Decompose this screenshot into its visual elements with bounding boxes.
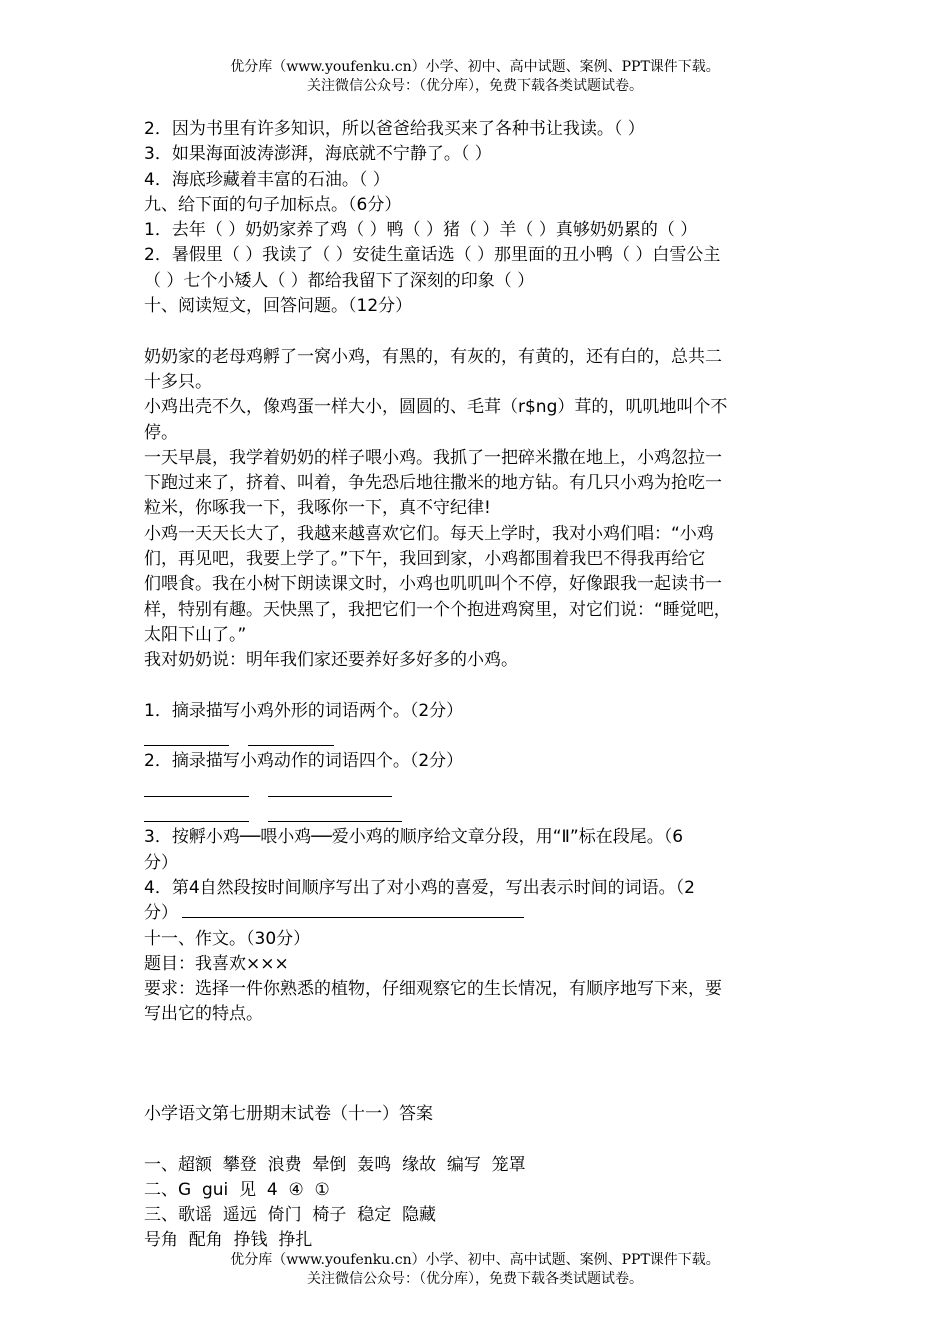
answers-title: 小学语文第七册期末试卷（十一）答案 xyxy=(144,1103,433,1124)
s10-question-4-line-2 xyxy=(144,901,806,926)
answer-line-3: 三、歌谣 遥远 倚门 椅子 稳定 隐藏 xyxy=(144,1205,437,1226)
spacer xyxy=(144,319,806,344)
answer-blank-row xyxy=(144,724,806,749)
s9-question-1: 1．去年（ ）奶奶家养了鸡（ ）鸭（ ）猪（ ）羊（ ）真够奶奶累的（ ） xyxy=(144,220,698,241)
s10-title: 十、阅读短文，回答问题。（12分） xyxy=(144,296,413,317)
header-line-1: 优分库（www.youfenku.cn）小学、初中、高中试题、案例、PPT课件下载。 xyxy=(230,59,720,75)
s9-question-2-line-2: （ ）七个小矮人（ ）都给我留下了深刻的印象（ ） xyxy=(144,270,535,291)
answer-blank[interactable] xyxy=(268,821,402,822)
passage-line: 停。 xyxy=(144,422,178,443)
answer-blank[interactable] xyxy=(248,745,334,746)
answer-blank[interactable] xyxy=(182,903,524,918)
answer-line-1: 一、超额 攀登 浪费 晕倒 轰鸣 缘故 编写 笼罩 xyxy=(144,1154,526,1175)
s10-question-2: 2．摘录描写小鸡动作的词语四个。（2分） xyxy=(144,751,464,772)
s9-question-2-line-1: 2．暑假里（ ）我读了（ ）安徒生童话选（ ）那里面的丑小鸭（ ）白雪公主 xyxy=(144,245,721,266)
passage-line: 粒米，你啄我一下，我啄你一下，真不守纪律! xyxy=(144,498,491,519)
passage-line: 小鸡一天天长大了，我越来越喜欢它们。每天上学时，我对小鸡们唱：“小鸡 xyxy=(144,523,714,544)
answer-blank[interactable] xyxy=(268,796,392,797)
passage-line: 下跑过来了，挤着、叫着，争先恐后地往撒米的地方钻。有几只小鸡为抢吃一 xyxy=(144,473,722,494)
s10-question-4-line-1: 4．第4自然段按时间顺序写出了对小鸡的喜爱，写出表示时间的词语。（2 xyxy=(144,877,695,898)
s11-title: 十一、作文。（30分） xyxy=(144,928,311,949)
passage-line: 样，特别有趣。天快黑了，我把它们一个个抱进鸡窝里，对它们说：“睡觉吧， xyxy=(144,599,731,620)
passage-line: 们，再见吧，我要上学了。”下午，我回到家，小鸡都围着我巴不得我再给它 xyxy=(144,549,706,570)
s10-question-3-line-1: 3．按孵小鸡──喂小鸡──爱小鸡的顺序给文章分段，用“Ⅱ”标在段尾。（6 xyxy=(144,827,684,848)
s10-question-3-line-2: 分） xyxy=(144,852,178,873)
passage-line: 一天早晨，我学着奶奶的样子喂小鸡。我抓了一把碎米撒在地上，小鸡忽拉一 xyxy=(144,447,722,468)
spacer xyxy=(144,1127,806,1152)
footer-line-2: 关注微信公众号：（优分库），免费下载各类试题试卷。 xyxy=(307,1271,643,1287)
spacer xyxy=(144,1053,806,1065)
header-line-2: 关注微信公众号：（优分库），免费下载各类试题试卷。 xyxy=(307,78,643,94)
spacer xyxy=(144,1028,806,1053)
essay-topic: 题目：我喜欢××× xyxy=(144,953,289,974)
passage-line: 小鸡出壳不久，像鸡蛋一样大小，圆圆的、毛茸（r$ng）茸的，叽叽地叫个不 xyxy=(144,397,728,418)
answer-blank[interactable] xyxy=(144,821,249,822)
answer-blank[interactable] xyxy=(144,745,229,746)
answer-line-2: 二、G gui 见 4 ④ ① xyxy=(144,1179,330,1200)
spacer xyxy=(144,674,806,699)
spacer xyxy=(144,1065,806,1102)
reading-passage xyxy=(144,345,806,674)
page-header xyxy=(0,58,950,96)
answer-line-3b: 号角 配角 挣钱 挣扎 xyxy=(144,1230,313,1251)
s8-question-2: 2．因为书里有许多知识，所以爸爸给我买来了各种书让我读。（ ） xyxy=(144,119,645,139)
document-body xyxy=(144,117,806,1254)
s8-question-3: 3．如果海面波涛澎湃，海底就不宁静了。（ ） xyxy=(144,144,492,165)
passage-line: 十多只。 xyxy=(144,371,212,392)
essay-requirement-line-2: 写出它的特点。 xyxy=(144,1004,263,1025)
s9-title: 九、给下面的句子加标点。（6分） xyxy=(144,194,402,215)
footer-line-1: 优分库（www.youfenku.cn）小学、初中、高中试题、案例、PPT课件下载。 xyxy=(230,1252,720,1268)
passage-line: 们喂食。我在小树下朗读课文时，小鸡也叽叽叫个不停，好像跟我一起读书一 xyxy=(144,574,722,595)
essay-requirement-line-1: 要求：选择一件你熟悉的植物，仔细观察它的生长情况，有顺序地写下来，要 xyxy=(144,979,722,1000)
passage-line: 我对奶奶说：明年我们家还要养好多好多的小鸡。 xyxy=(144,650,518,671)
s8-question-4: 4．海底珍藏着丰富的石油。（ ） xyxy=(144,169,390,190)
s10-question-1: 1．摘录描写小鸡外形的词语两个。（2分） xyxy=(144,700,464,721)
passage-line: 奶奶家的老母鸡孵了一窝小鸡，有黑的，有灰的，有黄的，还有白的，总共二 xyxy=(144,346,722,367)
answer-blank[interactable] xyxy=(144,796,249,797)
passage-line: 太阳下山了。” xyxy=(144,624,247,645)
answer-blank-row xyxy=(144,800,806,825)
answer-blank-row xyxy=(144,775,806,800)
page-footer xyxy=(0,1251,950,1289)
s10-question-4-line-2-text: 分） xyxy=(144,903,178,924)
